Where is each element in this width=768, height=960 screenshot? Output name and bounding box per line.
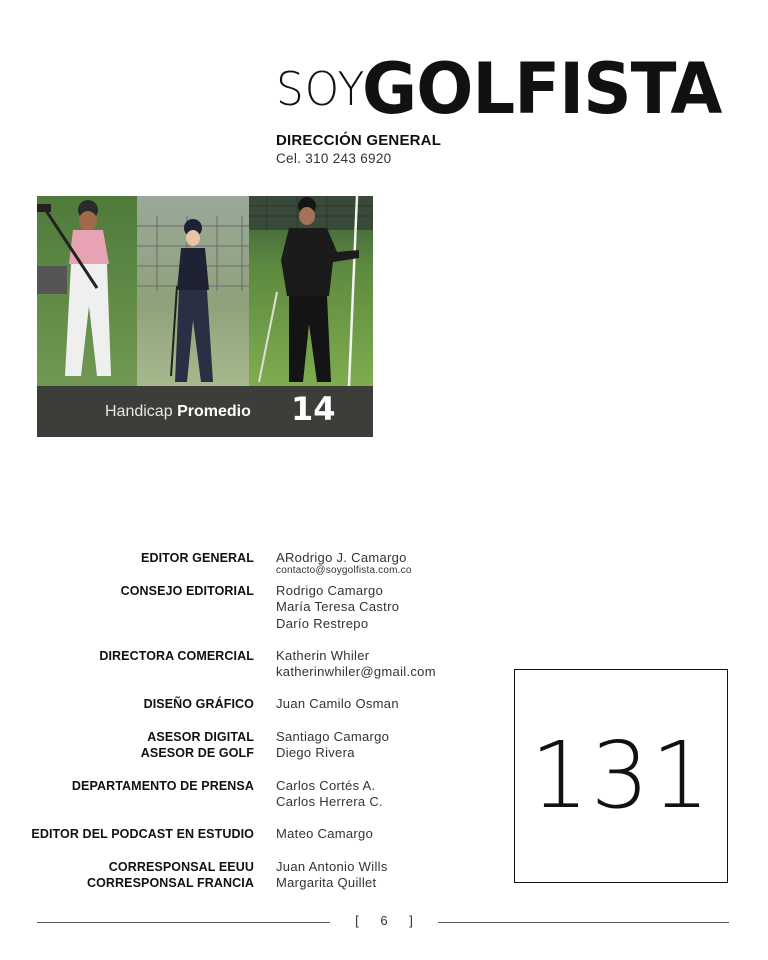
- credit-role: [0, 696, 254, 712]
- handicap-label-bold: Promedio: [177, 403, 251, 420]
- credit-name: Mateo Camargo: [276, 826, 374, 841]
- credit-names: [276, 826, 373, 842]
- credit-names: [276, 778, 383, 811]
- credit-email: katherinwhiler@gmail.com: [276, 664, 436, 680]
- footer-divider-left: [37, 922, 330, 923]
- credit-name: Santiago Camargo: [276, 729, 390, 744]
- credit-name: Carlos Cortés A.: [276, 778, 376, 793]
- credit-name: Carlos Herrera C.: [276, 794, 383, 810]
- credit-role-line: ASESOR DIGITAL: [147, 730, 254, 744]
- credit-role: [0, 729, 254, 762]
- credit-name: Darío Restrepo: [276, 615, 369, 631]
- credit-role: [0, 859, 254, 892]
- direction-title: DIRECCIÓN GENERAL: [276, 132, 442, 149]
- credit-role-line: CORRESPONSAL EEUU: [108, 860, 254, 874]
- credit-names: [276, 859, 388, 892]
- credit-name: María Teresa Castro: [276, 599, 400, 615]
- credit-name: ARodrigo J. Camargo: [276, 550, 407, 565]
- logo-golfista-text: GOLFISTA: [362, 48, 722, 130]
- credit-role-line: DISEÑO GRÁFICO: [143, 697, 254, 711]
- credit-names: [276, 729, 389, 762]
- credit-role-line: DEPARTAMENTO DE PRENSA: [71, 779, 254, 793]
- handicap-label-light: Handicap: [105, 403, 173, 420]
- logo-soy-text: SOY: [276, 62, 366, 116]
- handicap-bar: [37, 386, 373, 437]
- credit-name: Margarita Quillet: [276, 875, 377, 891]
- page-number: [ 6 ]: [355, 913, 413, 928]
- credit-role: [0, 550, 254, 566]
- credit-name: Juan Antonio Wills: [276, 859, 388, 874]
- credit-names: [276, 648, 436, 681]
- credit-name: Katherin Whiler: [276, 648, 370, 663]
- credit-role: [0, 778, 254, 794]
- credit-email: contacto@soygolfista.com.co: [276, 565, 412, 577]
- credit-role-line: CONSEJO EDITORIAL: [120, 584, 254, 598]
- credit-role-line: EDITOR GENERAL: [141, 551, 254, 565]
- credit-role: [0, 583, 254, 599]
- golfers-photo: [37, 196, 373, 437]
- credit-role-line: CORRESPONSAL FRANCIA: [86, 876, 254, 891]
- credit-role-line: DIRECTORA COMERCIAL: [99, 649, 254, 663]
- issue-number-box: [514, 669, 728, 883]
- handicap-label: [105, 403, 251, 421]
- credit-name: Rodrigo Camargo: [276, 583, 384, 598]
- credit-names: [276, 550, 412, 576]
- issue-number: 131: [530, 722, 712, 829]
- credit-name: Diego Rivera: [276, 745, 355, 761]
- credit-names: [276, 696, 399, 712]
- credit-role: [0, 648, 254, 664]
- direction-phone: Cel. 310 243 6920: [276, 151, 392, 166]
- credit-names: [276, 583, 399, 632]
- footer-divider-right: [438, 922, 729, 923]
- credit-role: [0, 826, 254, 842]
- handicap-value: 14: [291, 390, 336, 428]
- credit-role-line: EDITOR DEL PODCAST EN ESTUDIO: [31, 827, 254, 841]
- credit-role-line: ASESOR DE GOLF: [140, 746, 254, 761]
- credit-name: Juan Camilo Osman: [276, 696, 399, 711]
